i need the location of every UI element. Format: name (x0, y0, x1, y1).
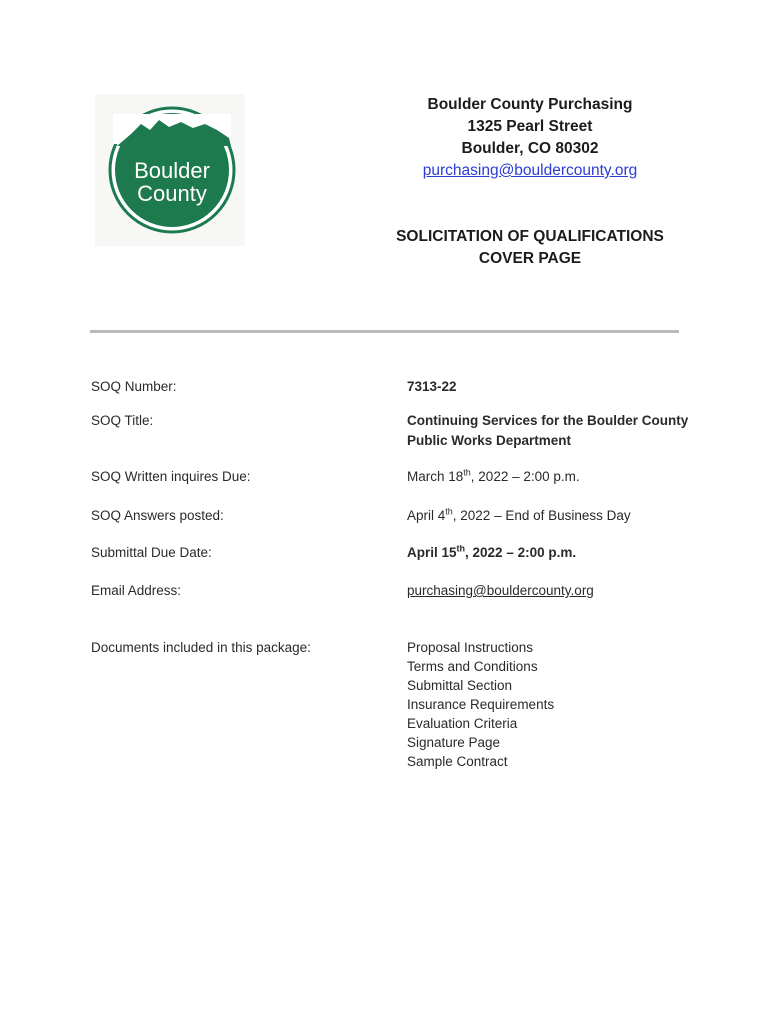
submittal-due-value: April 15th, 2022 – 2:00 p.m. (407, 543, 577, 560)
svg-text:County: County (137, 181, 207, 206)
boulder-county-logo (95, 94, 245, 246)
email-link[interactable]: purchasing@bouldercounty.org (407, 583, 594, 598)
logo-emblem-icon (95, 94, 245, 246)
list-item: Proposal Instructions (407, 640, 534, 655)
list-item: Terms and Conditions (407, 659, 538, 674)
purchasing-header (380, 94, 680, 182)
inquiries-due-value: March 18th, 2022 – 2:00 p.m. (407, 467, 580, 484)
email-label: Email Address: (91, 583, 182, 598)
soq-title-label: SOQ Title: (91, 413, 154, 428)
documents-label: Documents included in this package: (91, 640, 311, 655)
answers-posted-label: SOQ Answers posted: (91, 508, 224, 523)
list-item: Insurance Requirements (407, 697, 555, 712)
horizontal-divider (90, 330, 679, 333)
answers-posted-value: April 4th, 2022 – End of Business Day (407, 506, 631, 523)
header-email-link[interactable]: purchasing@bouldercounty.org (422, 162, 638, 179)
svg-text:Boulder: Boulder (134, 158, 210, 183)
inquiries-due-label: SOQ Written inquires Due: (91, 469, 251, 484)
city-address: Boulder, CO 80302 (461, 140, 599, 157)
documents-list (407, 638, 697, 771)
list-item: Signature Page (407, 735, 501, 750)
submittal-due-label: Submittal Due Date: (91, 545, 212, 560)
list-item: Submittal Section (407, 678, 513, 693)
soq-number-label: SOQ Number: (91, 379, 177, 394)
soq-title-value: Continuing Services for the Boulder County Public Works Department (407, 413, 689, 448)
street-address: 1325 Pearl Street (467, 118, 593, 135)
document-title (380, 226, 680, 270)
soq-number-value: 7313-22 (407, 379, 457, 394)
list-item: Sample Contract (407, 754, 508, 769)
title-line-1: SOLICITATION OF QUALIFICATIONS (396, 228, 664, 245)
org-name: Boulder County Purchasing (427, 96, 633, 113)
title-line-2: COVER PAGE (478, 250, 582, 267)
list-item: Evaluation Criteria (407, 716, 518, 731)
